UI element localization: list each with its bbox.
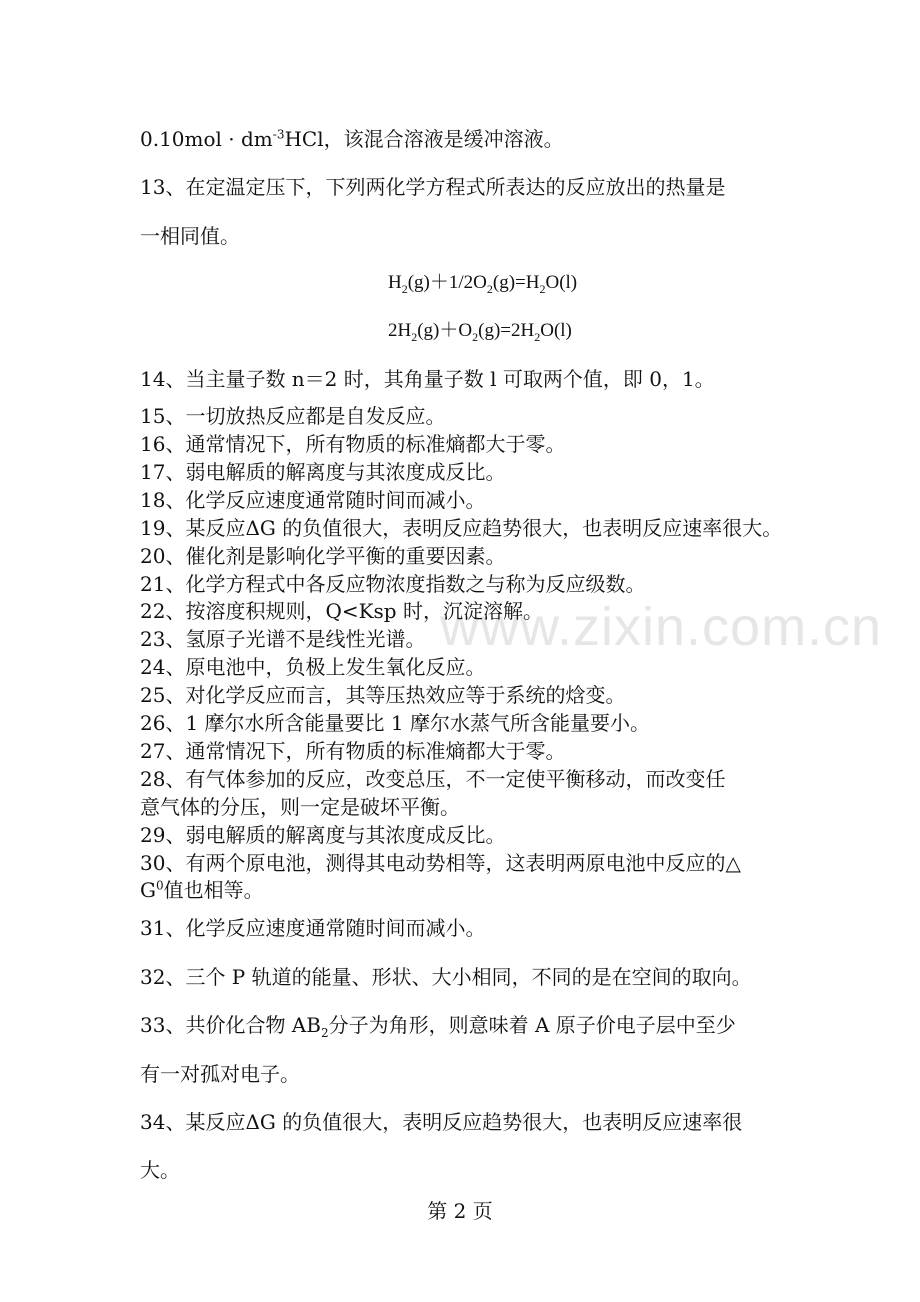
item-28-line2: 意气体的分压，则一定是破坏平衡。 bbox=[140, 795, 460, 819]
item-18: 18、化学反应速度通常随时间而减小。 bbox=[140, 488, 486, 512]
item-30-line1: 30、有两个原电池，测得其电动势相等，这表明两原电池中反应的△ bbox=[140, 851, 741, 875]
watermark: www.zixin.com.cn bbox=[440, 597, 883, 657]
item-32: 32、三个 P 轨道的能量、形状、大小相同，不同的是在空间的取向。 bbox=[140, 965, 752, 989]
item-25: 25、对化学反应而言，其等压热效应等于系统的焓变。 bbox=[140, 683, 626, 707]
item-20: 20、催化剂是影响化学平衡的重要因素。 bbox=[140, 544, 506, 568]
item-34-line1: 34、某反应ΔG 的负值很大，表明反应趋势很大，也表明反应速率很 bbox=[140, 1110, 743, 1134]
item-34-line2: 大。 bbox=[140, 1158, 180, 1182]
item-14: 14、当主量子数 n＝2 时，其角量子数 l 可取两个值，即 0，1。 bbox=[140, 367, 715, 391]
item-15: 15、一切放热反应都是自发反应。 bbox=[140, 404, 446, 428]
item-17: 17、弱电解质的解离度与其浓度成反比。 bbox=[140, 460, 506, 484]
item-33-line1: 33、共价化合物 $AB_2$分子为角形，则意味着 A 原子价电子层中至少 bbox=[140, 1013, 736, 1040]
item-22: 22、按溶度积规则，Q<Ksp 时，沉淀溶解。 bbox=[140, 599, 543, 623]
item-33-line2: 有一对孤对电子。 bbox=[140, 1062, 300, 1086]
page-footer: 第 2 页 bbox=[427, 1199, 493, 1223]
equation-1: $H_2(g)+1/2O_2(g)=H_2O(l)$ bbox=[388, 272, 578, 296]
line-0: $0.10mol \cdot dm^{-3}HCl$，该混合溶液是缓冲溶液。 bbox=[140, 127, 564, 151]
item-30-line2: $G^0$值也相等。 bbox=[140, 878, 264, 902]
item-29: 29、弱电解质的解离度与其浓度成反比。 bbox=[140, 823, 506, 847]
item-31: 31、化学反应速度通常随时间而减小。 bbox=[140, 916, 486, 940]
item-23: 23、氢原子光谱不是线性光谱。 bbox=[140, 627, 426, 651]
item-21: 21、化学方程式中各反应物浓度指数之与称为反应级数。 bbox=[140, 572, 646, 596]
item-13-line2: 一相同值。 bbox=[140, 224, 240, 248]
item-19: 19、某反应ΔG 的负值很大，表明反应趋势很大，也表明反应速率很大。 bbox=[140, 516, 783, 540]
item-28-line1: 28、有气体参加的反应，改变总压，不一定使平衡移动，而改变任 bbox=[140, 767, 726, 791]
equation-2: $2H_2(g)+O_2(g)=2H_2O(l)$ bbox=[388, 320, 572, 344]
item-26: 26、1 摩尔水所含能量要比 1 摩尔水蒸气所含能量要小。 bbox=[140, 711, 650, 735]
item-24: 24、原电池中，负极上发生氧化反应。 bbox=[140, 655, 486, 679]
item-27: 27、通常情况下，所有物质的标准熵都大于零。 bbox=[140, 739, 566, 763]
item-13-line1: 13、在定温定压下，下列两化学方程式所表达的反应放出的热量是 bbox=[140, 175, 726, 199]
item-16: 16、通常情况下，所有物质的标准熵都大于零。 bbox=[140, 432, 566, 456]
